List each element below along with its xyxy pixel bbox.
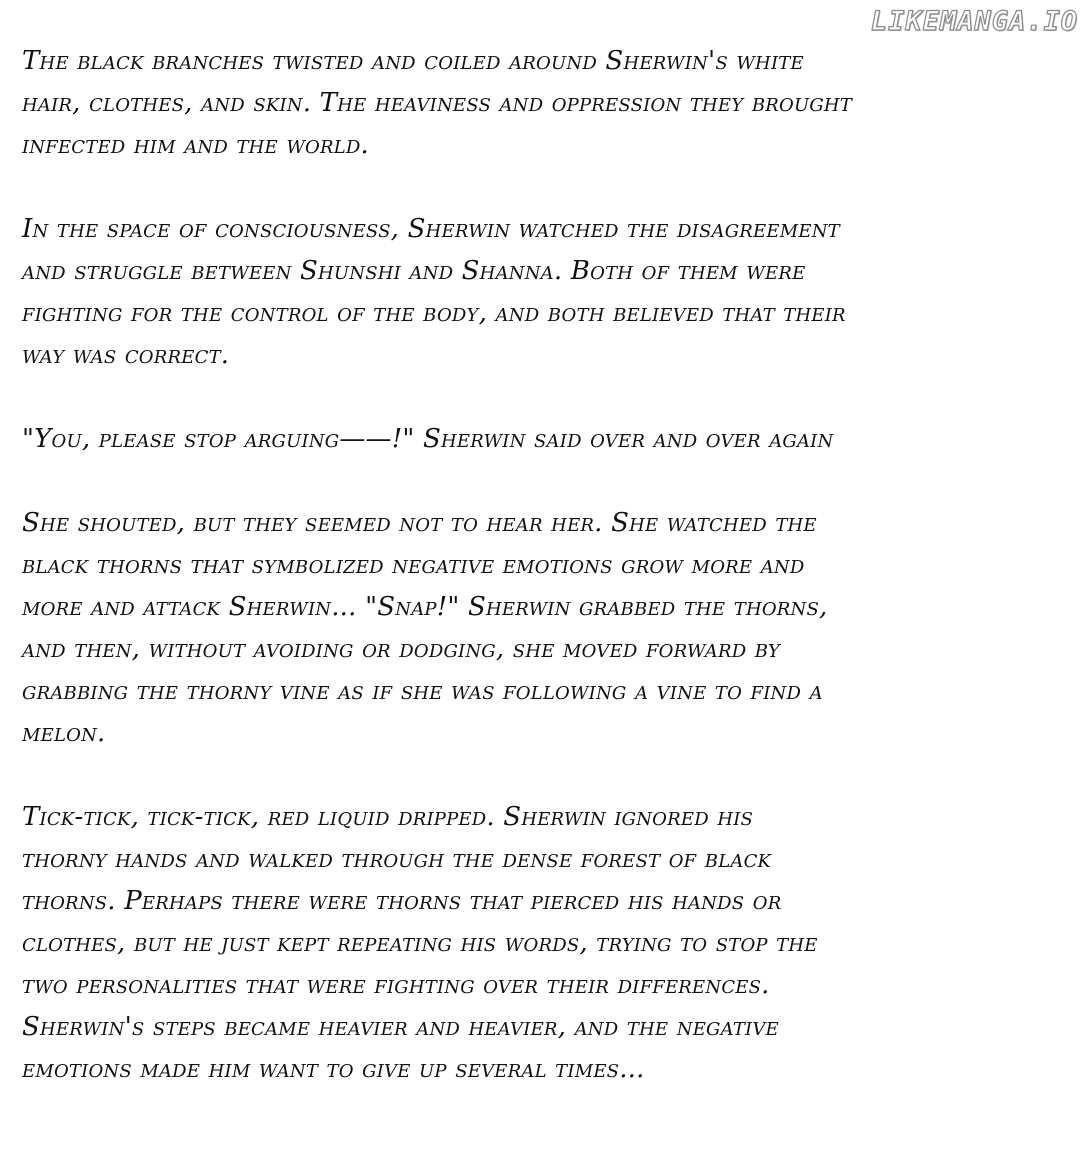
- text-line: Tick-tick, tick-tick, red liquid dripped. Sherwin ignored his: [22, 802, 754, 832]
- text-line: thorns. Perhaps there were thorns that pierced his hands or: [22, 886, 782, 916]
- text-line: Sherwin's steps became heavier and heavier, and the negative: [22, 1012, 779, 1042]
- paragraph-2: [22, 208, 1072, 376]
- text-line: infected him and the world.: [22, 130, 370, 160]
- text-line: hair, clothes, and skin. The heaviness and oppression they brought: [22, 88, 853, 118]
- story-text: [22, 40, 1072, 1132]
- text-line: and then, without avoiding or dodging, she moved forward by: [22, 634, 780, 664]
- site-watermark: LIKEMANGA.IO: [870, 6, 1078, 37]
- text-line: In the space of consciousness, Sherwin watched the disagreement: [22, 214, 840, 244]
- text-line: more and attack Sherwin... "Snap!" Sherwin grabbed the thorns,: [22, 592, 828, 622]
- text-line: She shouted, but they seemed not to hear her. She watched the: [22, 508, 817, 538]
- text-line: fighting for the control of the body, and both believed that their: [22, 298, 846, 328]
- text-line: way was correct.: [22, 340, 230, 370]
- text-line: The black branches twisted and coiled around Sherwin's white: [22, 46, 804, 76]
- text-line: clothes, but he just kept repeating his words, trying to stop the: [22, 928, 818, 958]
- paragraph-3: [22, 418, 1072, 460]
- text-line: thorny hands and walked through the dense forest of black: [22, 844, 772, 874]
- text-line: "You, please stop arguing——!" Sherwin said over and over again: [22, 424, 834, 454]
- text-line: melon.: [22, 718, 106, 748]
- text-line: and struggle between Shunshi and Shanna. Both of them were: [22, 256, 806, 286]
- paragraph-5: [22, 796, 1072, 1090]
- paragraph-4: [22, 502, 1072, 754]
- text-line: two personalities that were fighting over their differences.: [22, 970, 770, 1000]
- text-line: emotions made him want to give up several times...: [22, 1054, 645, 1084]
- text-line: grabbing the thorny vine as if she was following a vine to find a: [22, 676, 823, 706]
- text-line: black thorns that symbolized negative emotions grow more and: [22, 550, 805, 580]
- paragraph-1: [22, 40, 1072, 166]
